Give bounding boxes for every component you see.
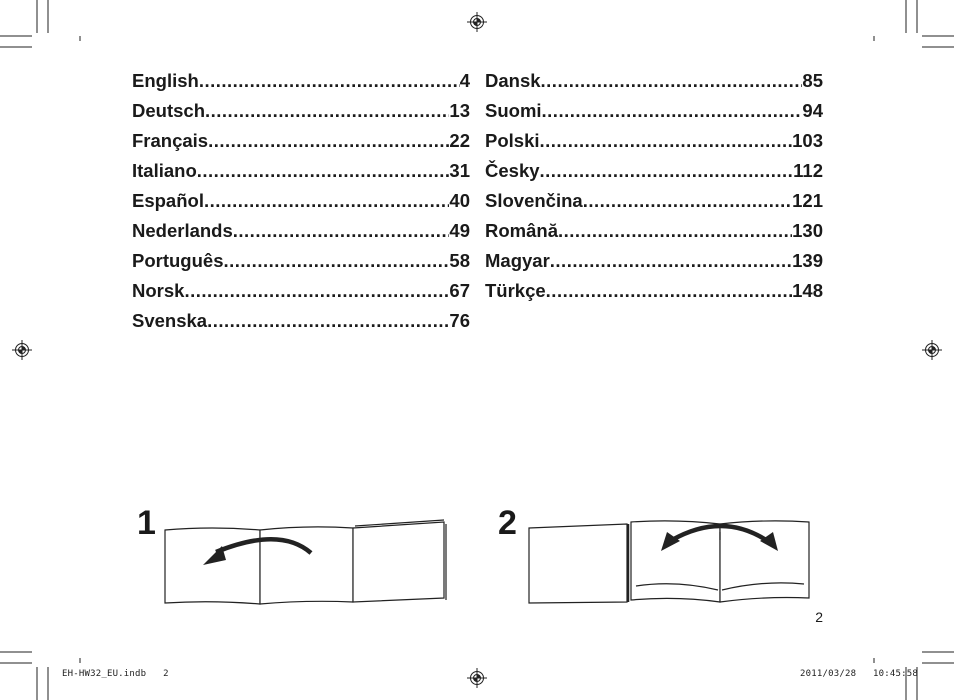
toc-page: 22 [449,130,470,151]
page-number: 2 [815,609,823,625]
toc-language: Français [132,130,209,151]
toc-leader-dots [205,100,449,122]
toc-page: 31 [449,160,470,181]
toc-leader-dots [233,220,450,242]
toc-page: 76 [449,310,470,331]
toc-entry[interactable] [485,190,823,220]
toc-page: 4 [459,70,470,91]
toc-leader-dots [197,160,450,182]
toc-language: Magyar [485,250,550,271]
toc-language: Dansk [485,70,541,91]
toc-page: 121 [792,190,823,211]
toc-right-column [485,70,823,310]
toc-language: Slovenčina [485,190,583,211]
toc-page: 139 [792,250,823,271]
toc-language: Suomi [485,100,542,121]
registration-mark-icon [467,668,487,688]
toc-language: Português [132,250,224,271]
toc-page: 58 [449,250,470,271]
toc-entry[interactable] [132,160,470,190]
toc-page: 85 [802,70,823,91]
toc-entry[interactable] [132,70,470,100]
toc-leader-dots [583,190,792,212]
toc-entry[interactable] [132,130,470,160]
toc-language: Česky [485,160,540,181]
print-slug-file: EH-HW32_EU.indb 2 [62,669,169,679]
print-slug-datetime: 2011/03/28 10:45:58 [800,669,918,679]
toc-left-column [132,70,470,340]
toc-entry[interactable] [132,190,470,220]
step-number-1: 1 [137,504,156,542]
toc-leader-dots [184,280,449,302]
toc-leader-dots [204,190,449,212]
toc-page: 148 [792,280,823,301]
toc-language: Română [485,220,558,241]
toc-page: 49 [449,220,470,241]
toc-entry[interactable] [132,310,470,340]
toc-language: Norsk [132,280,185,301]
toc-entry[interactable] [485,130,823,160]
toc-language: Deutsch [132,100,205,121]
toc-page: 103 [792,130,823,151]
toc-entry[interactable] [132,250,470,280]
toc-leader-dots [540,160,794,182]
toc-leader-dots [558,220,792,242]
toc-leader-dots [207,310,449,332]
toc-entry[interactable] [485,100,823,130]
toc-entry[interactable] [485,160,823,190]
toc-page: 130 [792,220,823,241]
registration-mark-icon [922,340,942,360]
toc-entry[interactable] [485,280,823,310]
registration-mark-icon [12,340,32,360]
toc-entry[interactable] [485,70,823,100]
toc-language: Polski [485,130,540,151]
toc-language: Nederlands [132,220,233,241]
toc-entry[interactable] [132,100,470,130]
toc-language: English [132,70,199,91]
toc-leader-dots [199,70,460,92]
registration-mark-icon [467,12,487,32]
toc-entry[interactable] [485,220,823,250]
toc-leader-dots [540,130,793,152]
book-fold-double-arrow-icon [525,516,825,616]
toc-leader-dots [208,130,449,152]
toc-language: Español [132,190,204,211]
toc-page: 112 [793,160,823,181]
toc-leader-dots [542,100,803,122]
toc-page: 94 [802,100,823,121]
toc-leader-dots [546,280,792,302]
toc-entry[interactable] [485,250,823,280]
toc-leader-dots [541,70,803,92]
toc-language: Italiano [132,160,197,181]
toc-language: Türkçe [485,280,546,301]
toc-leader-dots [223,250,449,272]
toc-leader-dots [550,250,792,272]
toc-page: 40 [449,190,470,211]
toc-entry[interactable] [132,280,470,310]
book-open-left-arrow-icon [160,518,460,618]
toc-page: 67 [449,280,470,301]
step-number-2: 2 [498,504,517,542]
toc-page: 13 [449,100,470,121]
toc-entry[interactable] [132,220,470,250]
toc-language: Svenska [132,310,208,331]
